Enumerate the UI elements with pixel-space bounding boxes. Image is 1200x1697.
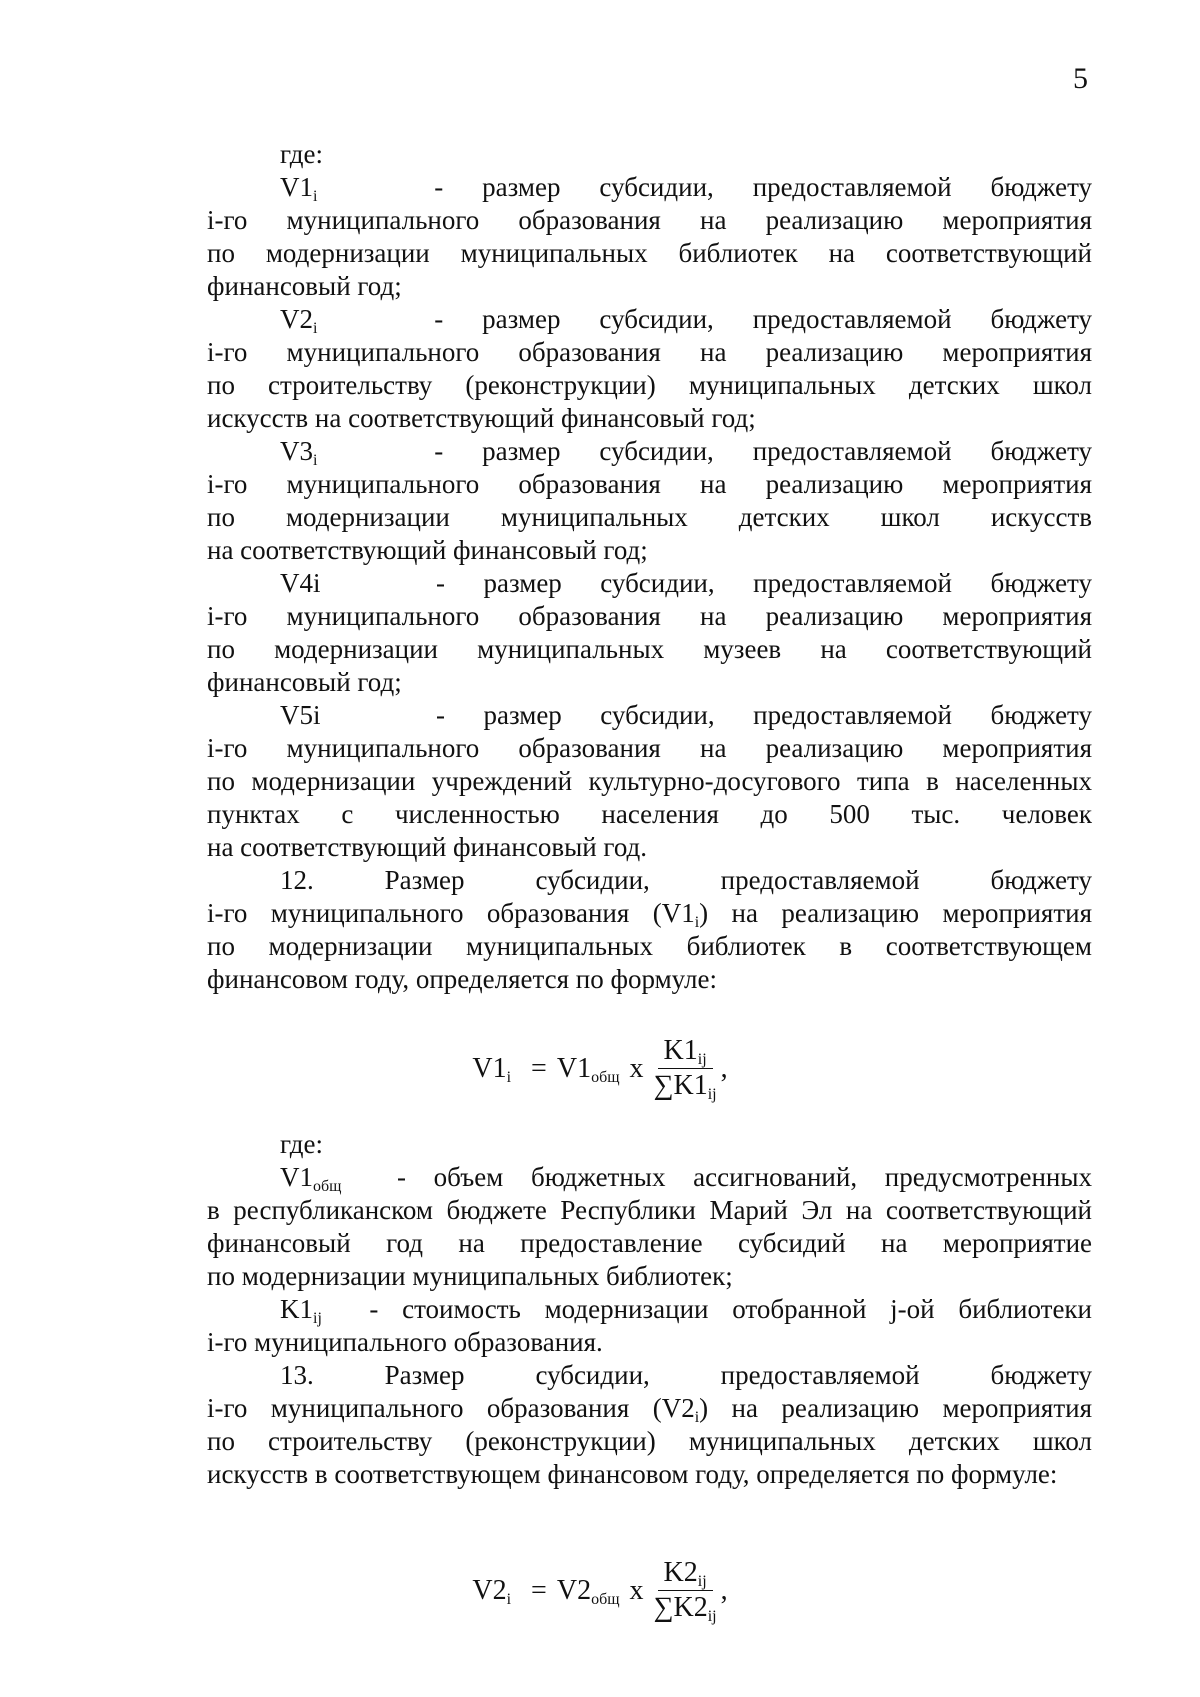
fraction-numerator: $K2_{ij}$: [658, 1558, 713, 1591]
definition-v5: [207, 699, 1092, 864]
formula-times: x: [629, 1574, 644, 1606]
formula-fraction: [654, 1558, 717, 1623]
definition-last-line: финансовый год;: [207, 271, 402, 301]
formula-comma: ,: [720, 1574, 728, 1606]
definition-line: i-го муниципального образования на реализацию мероприятия: [207, 337, 1092, 367]
definition-last-line: i-го муниципального образования.: [207, 1327, 603, 1357]
definition-line: по модернизации муниципальных детских школ искусств: [207, 502, 1092, 532]
paragraph-line: по модернизации муниципальных библиотек в соответствующем: [207, 931, 1092, 961]
definition-line: по модернизации муниципальных библиотек на соответствующий: [207, 238, 1092, 268]
fraction-denominator: $\sum K2_{ij}$: [653, 1592, 717, 1625]
formula-v1: [0, 1036, 1200, 1101]
definition-first-line: $V3_i$ - размер субсидии, предоставляемой бюджету: [280, 436, 1093, 469]
definition-line: i-го муниципального образования на реализацию мероприятия: [207, 733, 1092, 763]
where-label: где:: [280, 139, 323, 169]
definition-first-line: $V1_{общ}$ - объем бюджетных ассигнований, предусмотренных: [280, 1162, 1092, 1195]
paragraph-line: по строительству (реконструкции) муниципальных детских школ: [207, 1426, 1092, 1456]
definition-first-line: $V1_i$ - размер субсидии, предоставляемой бюджету: [280, 172, 1093, 205]
formula-equals: =: [531, 1052, 547, 1084]
paragraph-last-line: искусств в соответствующем финансовом году, определяется по формуле:: [207, 1459, 1058, 1489]
definition-first-line: $K1_{ij}$ - стоимость модернизации отобранной j-ой библиотеки: [280, 1294, 1092, 1327]
definitions-block: [207, 138, 1092, 996]
paragraph-line: i-го муниципального образования $(V1_i)$ на реализацию мероприятия: [207, 898, 1093, 931]
definition-k1ij: [207, 1293, 1092, 1359]
definition-last-line: финансовый год;: [207, 667, 402, 697]
formula-equals: =: [531, 1574, 547, 1606]
definition-last-line: по модернизации муниципальных библиотек;: [207, 1261, 733, 1291]
page-number: 5: [1073, 62, 1088, 95]
paragraph-first-line: 13. Размер субсидии, предоставляемой бюджету: [280, 1360, 1092, 1390]
definition-first-line: $V2_i$ - размер субсидии, предоставляемой бюджету: [280, 304, 1093, 337]
paragraph-13: [207, 1359, 1092, 1491]
fraction-denominator: $\sum K1_{ij}$: [653, 1070, 717, 1103]
formula-lhs: $V1_i$: [472, 1052, 512, 1086]
definition-line: по строительству (реконструкции) муниципальных детских школ: [207, 370, 1092, 400]
definition-line: i-го муниципального образования на реализацию мероприятия: [207, 205, 1092, 235]
definition-v2: [207, 303, 1092, 435]
definition-first-line: V4i - размер субсидии, предоставляемой бюджету: [280, 568, 1093, 598]
paragraph-first-line: 12. Размер субсидии, предоставляемой бюджету: [280, 865, 1092, 895]
definition-v3: [207, 435, 1092, 567]
definitions-block-2: [207, 1128, 1092, 1491]
formula-v2: [0, 1558, 1200, 1623]
formula-fraction: [654, 1036, 717, 1101]
paragraph-line: i-го муниципального образования $(V2_i)$ на реализацию мероприятия: [207, 1393, 1093, 1426]
formula-rhs: $V1_{общ}$: [556, 1052, 620, 1086]
where-label: где:: [280, 1129, 323, 1159]
formula-times: x: [629, 1052, 644, 1084]
definition-line: i-го муниципального образования на реализацию мероприятия: [207, 469, 1092, 499]
definition-line: i-го муниципального образования на реализацию мероприятия: [207, 601, 1092, 631]
definition-last-line: искусств на соответствующий финансовый год;: [207, 403, 756, 433]
fraction-numerator: $K1_{ij}$: [658, 1036, 713, 1069]
definition-line: в республиканском бюджете Республики Марий Эл на соответствующий: [207, 1195, 1092, 1225]
definition-v4: [207, 567, 1092, 699]
definition-line: по модернизации муниципальных музеев на соответствующий: [207, 634, 1092, 664]
definition-last-line: на соответствующий финансовый год.: [207, 832, 648, 862]
formula-lhs: $V2_i$: [472, 1574, 512, 1608]
definition-v1-obsh: [207, 1161, 1092, 1293]
formula-rhs: $V2_{общ}$: [556, 1574, 620, 1608]
paragraph-12: [207, 864, 1092, 996]
definition-last-line: на соответствующий финансовый год;: [207, 535, 648, 565]
formula-comma: ,: [720, 1052, 728, 1084]
paragraph-last-line: финансовом году, определяется по формуле:: [207, 964, 717, 994]
definition-line: пунктах с численностью населения до 500 тыс. человек: [207, 799, 1092, 829]
definition-line: по модернизации учреждений культурно-досугового типа в населенных: [207, 766, 1092, 796]
definition-v1: [207, 171, 1092, 303]
definition-line: финансовый год на предоставление субсидий на мероприятие: [207, 1228, 1092, 1258]
definition-first-line: V5i - размер субсидии, предоставляемой бюджету: [280, 700, 1093, 730]
